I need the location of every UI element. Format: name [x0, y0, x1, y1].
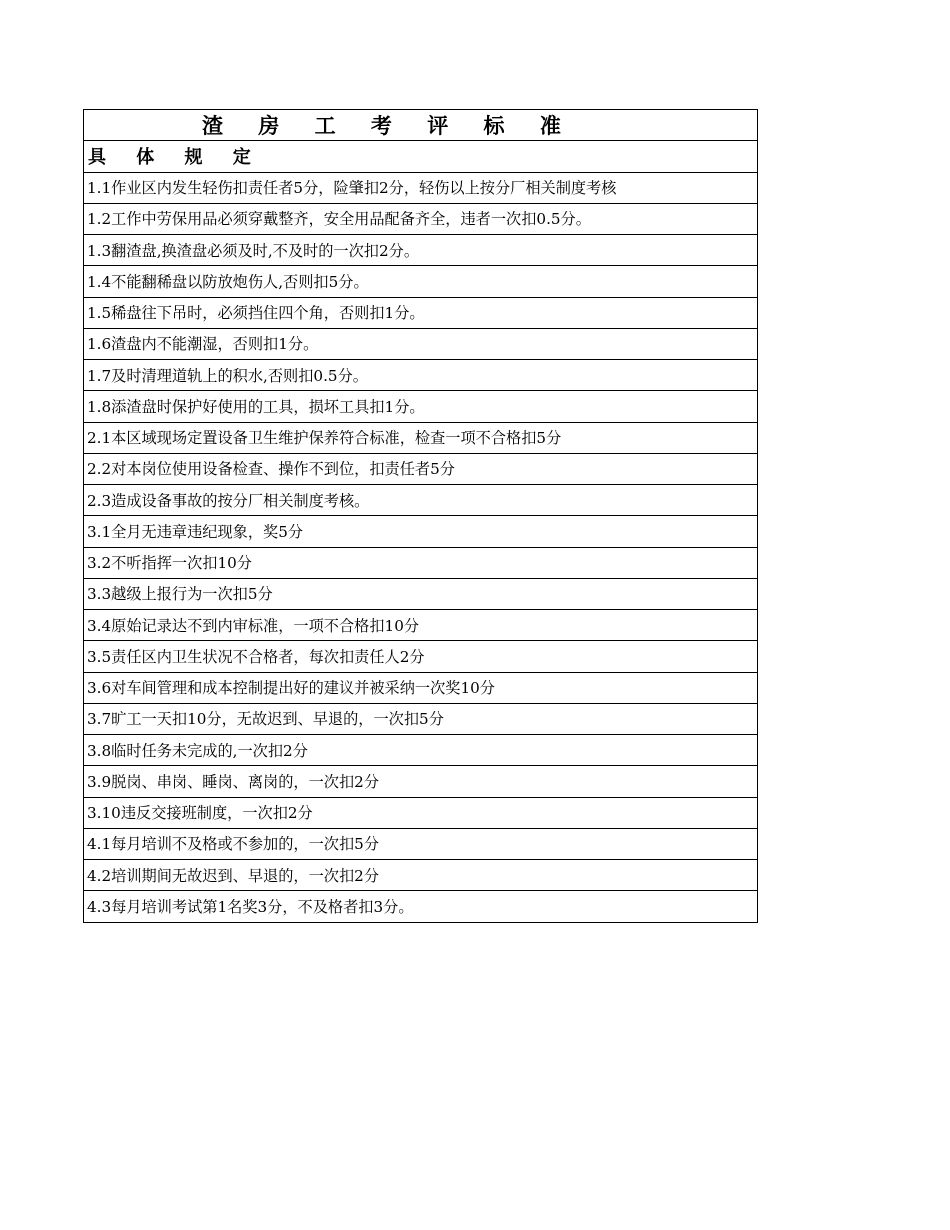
table-row: 2.2对本岗位使用设备检查、操作不到位，扣责任者5分 — [84, 454, 757, 485]
table-row: 1.1作业区内发生轻伤扣责任者5分，险肇扣2分，轻伤以上按分厂相关制度考核 — [84, 173, 757, 204]
standards-table — [83, 109, 758, 923]
table-row: 3.8临时任务未完成的,一次扣2分 — [84, 735, 757, 766]
table-row: 3.3越级上报行为一次扣5分 — [84, 579, 757, 610]
table-row: 1.4不能翻稀盘以防放炮伤人,否则扣5分。 — [84, 266, 757, 297]
table-header: 具 体 规 定 — [84, 141, 757, 172]
table-row: 3.9脱岗、串岗、睡岗、离岗的，一次扣2分 — [84, 766, 757, 797]
table-row: 1.7及时清理道轨上的积水,否则扣0.5分。 — [84, 360, 757, 391]
table-row: 1.6渣盘内不能潮湿，否则扣1分。 — [84, 329, 757, 360]
table-row: 4.1每月培训不及格或不参加的，一次扣5分 — [84, 829, 757, 860]
table-row: 4.2培训期间无故迟到、早退的，一次扣2分 — [84, 860, 757, 891]
table-row: 3.10违反交接班制度，一次扣2分 — [84, 798, 757, 829]
table-title: 渣 房 工 考 评 标 准 — [84, 110, 757, 141]
table-row: 3.6对车间管理和成本控制提出好的建议并被采纳一次奖10分 — [84, 673, 757, 704]
table-row: 3.7旷工一天扣10分，无故迟到、早退的，一次扣5分 — [84, 704, 757, 735]
table-row: 1.8添渣盘时保护好使用的工具，损坏工具扣1分。 — [84, 391, 757, 422]
table-row: 1.5稀盘往下吊时，必须挡住四个角，否则扣1分。 — [84, 298, 757, 329]
table-row: 3.4原始记录达不到内审标准，一项不合格扣10分 — [84, 610, 757, 641]
table-row: 1.2工作中劳保用品必须穿戴整齐，安全用品配备齐全，违者一次扣0.5分。 — [84, 204, 757, 235]
table-row: 4.3每月培训考试第1名奖3分，不及格者扣3分。 — [84, 891, 757, 922]
table-row: 1.3翻渣盘,换渣盘必须及时,不及时的一次扣2分。 — [84, 235, 757, 266]
table-row: 3.5责任区内卫生状况不合格者，每次扣责任人2分 — [84, 641, 757, 672]
table-row: 2.3造成设备事故的按分厂相关制度考核。 — [84, 485, 757, 516]
table-row: 3.1全月无违章违纪现象，奖5分 — [84, 516, 757, 547]
table-row: 2.1本区域现场定置设备卫生维护保养符合标准，检查一项不合格扣5分 — [84, 423, 757, 454]
table-row: 3.2不听指挥一次扣10分 — [84, 548, 757, 579]
